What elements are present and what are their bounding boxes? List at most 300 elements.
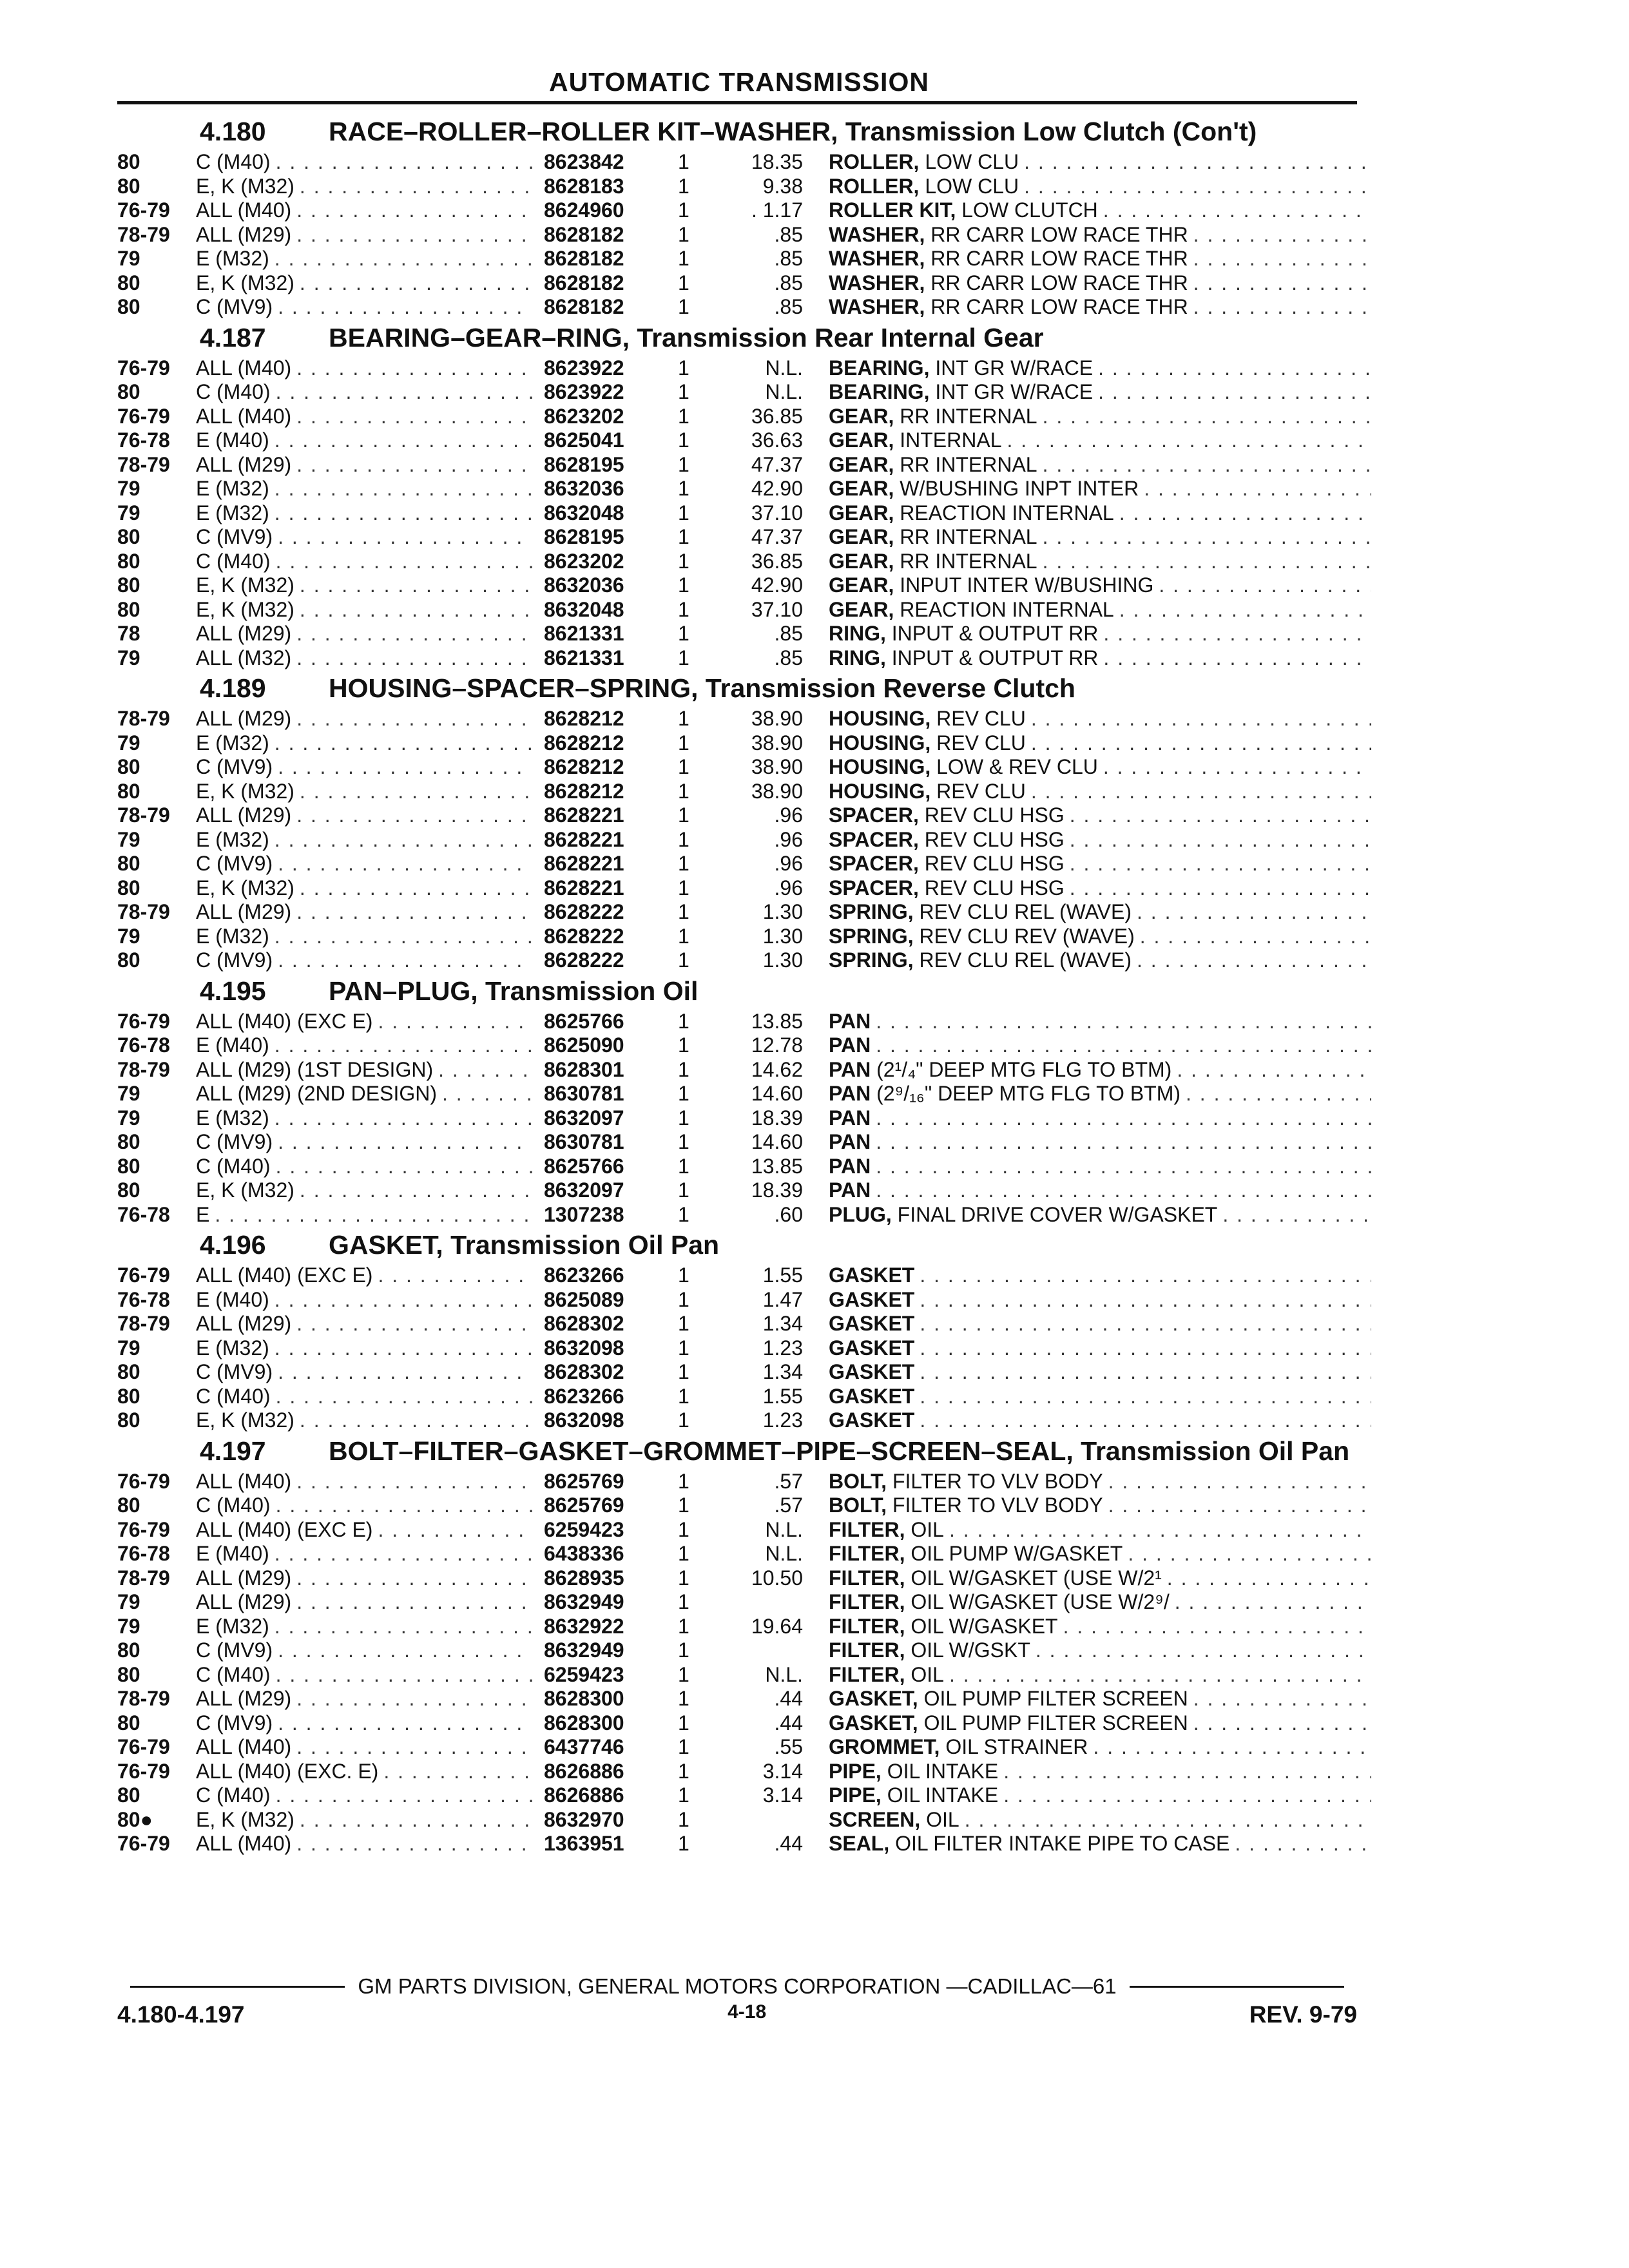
quantity: 1 bbox=[678, 174, 689, 198]
quantity: 1 bbox=[678, 1566, 689, 1590]
dot-leader bbox=[949, 1518, 1371, 1542]
section-heading bbox=[117, 119, 1357, 144]
dot-leader bbox=[1103, 622, 1371, 646]
dot-leader bbox=[275, 828, 532, 852]
model-years: 76-79 bbox=[117, 1517, 170, 1541]
model-applicability: ALL (M29) (2ND DESIGN) bbox=[196, 1082, 437, 1105]
price: 18.35 bbox=[751, 150, 803, 173]
dot-leader bbox=[1108, 1470, 1371, 1494]
dot-leader bbox=[278, 948, 532, 973]
part-row bbox=[117, 405, 1357, 429]
part-row bbox=[117, 1470, 1357, 1494]
part-row bbox=[117, 1264, 1357, 1288]
description-cell bbox=[829, 1760, 1383, 1784]
section-title: BEARING–GEAR–RING, Transmission Rear Internal Gear bbox=[329, 322, 1044, 352]
dot-leader bbox=[296, 1566, 532, 1591]
quantity: 1 bbox=[678, 900, 689, 923]
model-applicability: ALL (M40) bbox=[196, 1735, 292, 1758]
dot-leader bbox=[1193, 295, 1371, 320]
description-cell bbox=[829, 1590, 1383, 1615]
part-description: (2¹/₄" DEEP MTG FLG TO BTM) bbox=[871, 1057, 1172, 1081]
price: 3.14 bbox=[762, 1759, 803, 1783]
part-name: HOUSING, bbox=[829, 755, 931, 778]
quantity: 1 bbox=[678, 1202, 689, 1226]
description-cell bbox=[829, 175, 1383, 199]
part-description: REV CLU HSG bbox=[918, 876, 1065, 899]
part-row bbox=[117, 573, 1357, 598]
part-number: 8625041 bbox=[544, 428, 624, 452]
model-applicability: ALL (M29) bbox=[196, 452, 292, 476]
model-applicability: E (M40) bbox=[196, 1287, 269, 1311]
quantity: 1 bbox=[678, 1517, 689, 1541]
part-description: OIL W/GSKT bbox=[905, 1639, 1030, 1662]
model-cell bbox=[196, 428, 544, 453]
model-years: 76-79 bbox=[117, 198, 170, 222]
part-name: GROMMET, bbox=[829, 1735, 940, 1758]
quantity: 1 bbox=[678, 1384, 689, 1408]
part-name: ROLLER KIT, bbox=[829, 198, 956, 222]
part-row bbox=[117, 1033, 1357, 1058]
part-description: OIL W/GASKET (USE W/2¹ bbox=[905, 1566, 1162, 1590]
price: .85 bbox=[774, 271, 803, 294]
dot-leader bbox=[876, 1106, 1371, 1131]
quantity: 1 bbox=[678, 1264, 689, 1287]
description-cell bbox=[829, 622, 1383, 646]
quantity: 1 bbox=[678, 731, 689, 754]
price: .60 bbox=[774, 1202, 803, 1226]
dot-leader bbox=[296, 453, 532, 477]
part-number: 8632097 bbox=[544, 1106, 624, 1129]
model-applicability: C (MV9) bbox=[196, 1711, 273, 1735]
model-years: 79 bbox=[117, 247, 140, 270]
description-cell bbox=[829, 925, 1383, 949]
model-cell bbox=[196, 900, 544, 925]
part-row bbox=[117, 1494, 1357, 1518]
model-years: 80 bbox=[117, 150, 140, 173]
quantity: 1 bbox=[678, 525, 689, 548]
part-description: INPUT & OUTPUT RR bbox=[885, 622, 1099, 645]
model-cell bbox=[196, 1058, 544, 1082]
part-number: 8623842 bbox=[544, 150, 624, 173]
quantity: 1 bbox=[678, 755, 689, 778]
dot-leader bbox=[296, 223, 532, 247]
part-description: OIL INTAKE bbox=[881, 1783, 999, 1807]
model-years: 76-78 bbox=[117, 1202, 170, 1226]
part-number: 8628182 bbox=[544, 271, 624, 294]
model-applicability: E, K (M32) bbox=[196, 876, 294, 899]
description-cell bbox=[829, 598, 1383, 622]
part-description: REV CLU HSG bbox=[918, 827, 1065, 851]
part-description: RR INTERNAL bbox=[894, 525, 1037, 548]
dot-leader bbox=[296, 1312, 532, 1336]
model-cell bbox=[196, 1288, 544, 1312]
dot-leader bbox=[1063, 1615, 1371, 1639]
part-number: 8628195 bbox=[544, 452, 624, 476]
part-name: FILTER, bbox=[829, 1590, 905, 1613]
model-years: 76-79 bbox=[117, 1469, 170, 1493]
part-number: 8628302 bbox=[544, 1312, 624, 1335]
model-years: 80 bbox=[117, 755, 140, 778]
description-cell bbox=[829, 1106, 1383, 1131]
model-cell bbox=[196, 1687, 544, 1711]
model-years: 79 bbox=[117, 1590, 140, 1613]
price: .96 bbox=[774, 876, 803, 899]
quantity: 1 bbox=[678, 1312, 689, 1335]
dot-leader bbox=[300, 573, 532, 598]
part-row bbox=[117, 1010, 1357, 1034]
part-number: 8632970 bbox=[544, 1807, 624, 1831]
quantity: 1 bbox=[678, 803, 689, 827]
quantity: 1 bbox=[678, 222, 689, 246]
part-name: GASKET bbox=[829, 1264, 915, 1287]
model-cell bbox=[196, 477, 544, 501]
part-number: 8623922 bbox=[544, 380, 624, 403]
price: 1.55 bbox=[762, 1264, 803, 1287]
description-cell bbox=[829, 1360, 1383, 1385]
quantity: 1 bbox=[678, 380, 689, 403]
model-cell bbox=[196, 1010, 544, 1034]
part-description: INPUT & OUTPUT RR bbox=[885, 646, 1099, 669]
part-number: 1307238 bbox=[544, 1202, 624, 1226]
model-applicability: C (MV9) bbox=[196, 755, 273, 778]
footer-section-range: 4.180-4.197 bbox=[117, 2001, 245, 2028]
model-applicability: ALL (M29) bbox=[196, 803, 292, 827]
model-cell bbox=[196, 707, 544, 731]
part-number: 6438336 bbox=[544, 1542, 624, 1565]
description-cell bbox=[829, 1408, 1383, 1433]
model-cell bbox=[196, 1470, 544, 1494]
price: 19.64 bbox=[751, 1614, 803, 1638]
part-row bbox=[117, 925, 1357, 949]
footer-rule-right bbox=[1130, 1986, 1344, 1988]
description-cell bbox=[829, 1808, 1383, 1832]
model-years: 80 bbox=[117, 1178, 140, 1202]
model-years: 76-79 bbox=[117, 356, 170, 380]
quantity: 1 bbox=[678, 1033, 689, 1057]
description-cell bbox=[829, 1082, 1383, 1106]
model-years: 80 bbox=[117, 1639, 140, 1662]
part-name: SEAL, bbox=[829, 1832, 890, 1855]
description-cell bbox=[829, 1312, 1383, 1336]
part-number: 8628300 bbox=[544, 1687, 624, 1710]
part-name: GEAR, bbox=[829, 404, 894, 428]
model-years: 80 bbox=[117, 1494, 140, 1517]
dot-leader bbox=[275, 1106, 532, 1131]
model-cell bbox=[196, 876, 544, 901]
model-applicability: ALL (M40) bbox=[196, 1469, 292, 1493]
description-cell bbox=[829, 828, 1383, 852]
model-applicability: E (M32) bbox=[196, 1614, 269, 1638]
price: .85 bbox=[774, 222, 803, 246]
price: 47.37 bbox=[751, 525, 803, 548]
part-number: 8625766 bbox=[544, 1009, 624, 1033]
price: .44 bbox=[774, 1687, 803, 1710]
part-row bbox=[117, 1312, 1357, 1336]
model-years: 76-79 bbox=[117, 1735, 170, 1758]
quantity: 1 bbox=[678, 573, 689, 597]
description-cell bbox=[829, 731, 1383, 756]
model-cell bbox=[196, 223, 544, 247]
model-applicability: C (MV9) bbox=[196, 295, 273, 318]
price: .85 bbox=[774, 247, 803, 270]
model-cell bbox=[196, 731, 544, 756]
dot-leader bbox=[296, 1832, 532, 1856]
model-years: 80 bbox=[117, 1408, 140, 1432]
model-applicability: E, K (M32) bbox=[196, 1807, 294, 1831]
dot-leader bbox=[1140, 925, 1371, 949]
model-years: 80 bbox=[117, 174, 140, 198]
model-applicability: ALL (M29) bbox=[196, 1312, 292, 1335]
description-cell bbox=[829, 150, 1383, 175]
model-applicability: E, K (M32) bbox=[196, 174, 294, 198]
quantity: 1 bbox=[678, 1494, 689, 1517]
part-name: GEAR, bbox=[829, 477, 894, 500]
part-number: 8632098 bbox=[544, 1336, 624, 1360]
quantity: 1 bbox=[678, 1178, 689, 1202]
part-number: 8630781 bbox=[544, 1082, 624, 1105]
section-heading bbox=[117, 975, 1357, 1006]
model-cell bbox=[196, 1542, 544, 1566]
part-name: HOUSING, bbox=[829, 707, 931, 730]
part-row bbox=[117, 1058, 1357, 1082]
model-cell bbox=[196, 573, 544, 598]
dot-leader bbox=[1070, 876, 1371, 901]
part-number: 8628221 bbox=[544, 827, 624, 851]
dot-leader bbox=[278, 295, 532, 320]
part-row bbox=[117, 295, 1357, 320]
model-applicability: E bbox=[196, 1202, 210, 1226]
part-name: GEAR, bbox=[829, 525, 894, 548]
model-cell bbox=[196, 1832, 544, 1856]
part-name: WASHER, bbox=[829, 271, 925, 294]
model-applicability: ALL (M32) bbox=[196, 646, 292, 669]
part-number: 8632922 bbox=[544, 1614, 624, 1638]
part-row bbox=[117, 1178, 1357, 1203]
quantity: 1 bbox=[678, 1711, 689, 1735]
footer-revision: REV. 9-79 bbox=[1249, 2001, 1357, 2028]
part-description: REV CLU bbox=[930, 707, 1026, 730]
part-number: 8632949 bbox=[544, 1590, 624, 1613]
model-years: 80 bbox=[117, 779, 140, 803]
description-cell bbox=[829, 501, 1383, 526]
section-heading bbox=[117, 675, 1357, 701]
description-cell bbox=[829, 1832, 1383, 1856]
dot-leader bbox=[920, 1336, 1371, 1361]
price: 47.37 bbox=[751, 452, 803, 476]
model-applicability: C (MV9) bbox=[196, 1360, 273, 1383]
model-cell bbox=[196, 550, 544, 574]
dot-leader bbox=[920, 1312, 1371, 1336]
description-cell bbox=[829, 1735, 1383, 1760]
dot-leader bbox=[1036, 1639, 1371, 1663]
part-row bbox=[117, 622, 1357, 646]
quantity: 1 bbox=[678, 1408, 689, 1432]
dot-leader bbox=[1024, 175, 1371, 199]
dot-leader bbox=[1193, 247, 1371, 271]
model-years: 80 bbox=[117, 948, 140, 972]
model-applicability: E (M40) bbox=[196, 1033, 269, 1057]
part-row bbox=[117, 1783, 1357, 1808]
price: 38.90 bbox=[751, 779, 803, 803]
part-row bbox=[117, 1408, 1357, 1433]
model-cell bbox=[196, 198, 544, 223]
model-applicability: C (M40) bbox=[196, 150, 271, 173]
description-cell bbox=[829, 550, 1383, 574]
description-cell bbox=[829, 247, 1383, 271]
model-years: 80 bbox=[117, 573, 140, 597]
model-cell bbox=[196, 1203, 544, 1227]
part-row bbox=[117, 1808, 1357, 1832]
model-cell bbox=[196, 1494, 544, 1518]
part-number: 8625090 bbox=[544, 1033, 624, 1057]
part-number: 6259423 bbox=[544, 1662, 624, 1686]
description-cell bbox=[829, 1711, 1383, 1736]
description-cell bbox=[829, 271, 1383, 296]
dot-leader bbox=[920, 1360, 1371, 1385]
part-row bbox=[117, 1542, 1357, 1566]
model-applicability: E, K (M32) bbox=[196, 1408, 294, 1432]
part-name: GASKET, bbox=[829, 1711, 918, 1735]
part-description: RR INTERNAL bbox=[894, 549, 1037, 573]
price: N.L. bbox=[765, 356, 803, 380]
model-applicability: E (M40) bbox=[196, 1542, 269, 1565]
dot-leader bbox=[296, 622, 532, 646]
dot-leader bbox=[276, 1155, 532, 1179]
dot-leader bbox=[275, 1615, 532, 1639]
quantity: 1 bbox=[678, 1832, 689, 1855]
model-years: 80 bbox=[117, 380, 140, 403]
description-cell bbox=[829, 876, 1383, 901]
dot-leader bbox=[276, 380, 532, 405]
part-number: 8623922 bbox=[544, 356, 624, 380]
price: 10.50 bbox=[751, 1566, 803, 1590]
price: 18.39 bbox=[751, 1178, 803, 1202]
part-row bbox=[117, 1615, 1357, 1639]
dot-leader bbox=[276, 550, 532, 574]
part-name: GASKET bbox=[829, 1336, 915, 1360]
part-name: PAN bbox=[829, 1082, 871, 1105]
dot-leader bbox=[1003, 1783, 1371, 1808]
model-years: 79 bbox=[117, 1082, 140, 1105]
part-number: 8621331 bbox=[544, 646, 624, 669]
dot-leader bbox=[296, 1590, 532, 1615]
part-description: RR CARR LOW RACE THR bbox=[925, 271, 1188, 294]
dot-leader bbox=[1137, 900, 1371, 925]
dot-leader bbox=[1098, 380, 1371, 405]
part-name: RING, bbox=[829, 622, 886, 645]
model-cell bbox=[196, 271, 544, 296]
dot-leader bbox=[876, 1033, 1371, 1058]
description-cell bbox=[829, 1130, 1383, 1155]
model-years: 78-79 bbox=[117, 900, 170, 923]
model-applicability: E, K (M32) bbox=[196, 1178, 294, 1202]
model-cell bbox=[196, 380, 544, 405]
part-name: ROLLER, bbox=[829, 174, 920, 198]
part-name: GASKET, bbox=[829, 1687, 918, 1710]
dot-leader bbox=[1144, 477, 1371, 501]
quantity: 1 bbox=[678, 247, 689, 270]
dot-leader bbox=[965, 1808, 1371, 1832]
model-applicability: ALL (M29) bbox=[196, 1590, 292, 1613]
part-number: 8625089 bbox=[544, 1287, 624, 1311]
part-number: 8623202 bbox=[544, 404, 624, 428]
part-name: GASKET bbox=[829, 1287, 915, 1311]
model-years: 78-79 bbox=[117, 222, 170, 246]
description-cell bbox=[829, 1385, 1383, 1409]
dot-leader bbox=[1167, 1566, 1371, 1591]
model-applicability: E, K (M32) bbox=[196, 573, 294, 597]
price: 1.30 bbox=[762, 900, 803, 923]
part-number: 8625769 bbox=[544, 1469, 624, 1493]
dot-leader bbox=[383, 1760, 532, 1784]
description-cell bbox=[829, 356, 1383, 381]
model-applicability: E (M32) bbox=[196, 1336, 269, 1360]
quantity: 1 bbox=[678, 707, 689, 730]
part-name: SPACER, bbox=[829, 803, 919, 827]
description-cell bbox=[829, 223, 1383, 247]
dot-leader bbox=[276, 1385, 532, 1409]
dot-leader bbox=[300, 1808, 532, 1832]
part-row bbox=[117, 1832, 1357, 1856]
model-applicability: ALL (M40) (EXC E) bbox=[196, 1009, 373, 1033]
price: N.L. bbox=[765, 380, 803, 403]
model-cell bbox=[196, 1312, 544, 1336]
part-name: FILTER, bbox=[829, 1662, 905, 1686]
dot-leader bbox=[296, 1687, 532, 1711]
part-row bbox=[117, 150, 1357, 175]
model-years: 80 bbox=[117, 1384, 140, 1408]
model-cell bbox=[196, 1385, 544, 1409]
part-name: PAN bbox=[829, 1130, 871, 1153]
dot-leader bbox=[1070, 852, 1371, 876]
model-applicability: E (M32) bbox=[196, 501, 269, 524]
model-years: 79 bbox=[117, 477, 140, 500]
part-description: RR INTERNAL bbox=[894, 404, 1037, 428]
part-name: SPRING, bbox=[829, 948, 914, 972]
part-row bbox=[117, 755, 1357, 780]
price: 1.47 bbox=[762, 1287, 803, 1311]
model-cell bbox=[196, 780, 544, 804]
model-years: 79 bbox=[117, 731, 140, 754]
part-name: WASHER, bbox=[829, 295, 925, 318]
part-name: HOUSING, bbox=[829, 731, 931, 754]
part-row bbox=[117, 1566, 1357, 1591]
description-cell bbox=[829, 1033, 1383, 1058]
model-cell bbox=[196, 1808, 544, 1832]
dot-leader bbox=[278, 525, 532, 550]
quantity: 1 bbox=[678, 356, 689, 380]
part-row bbox=[117, 646, 1357, 671]
part-number: 8630781 bbox=[544, 1130, 624, 1153]
part-name: GEAR, bbox=[829, 428, 894, 452]
price: 1.34 bbox=[762, 1312, 803, 1335]
model-years: 79 bbox=[117, 924, 140, 948]
part-name: PIPE, bbox=[829, 1783, 882, 1807]
model-years: 76-79 bbox=[117, 404, 170, 428]
model-cell bbox=[196, 501, 544, 526]
page-footer bbox=[117, 1974, 1357, 2028]
model-cell bbox=[196, 1178, 544, 1203]
part-number: 8626886 bbox=[544, 1783, 624, 1807]
price: 3.14 bbox=[762, 1783, 803, 1807]
model-cell bbox=[196, 622, 544, 646]
description-cell bbox=[829, 1058, 1383, 1082]
description-cell bbox=[829, 1336, 1383, 1361]
quantity: 1 bbox=[678, 1590, 689, 1613]
model-cell bbox=[196, 150, 544, 175]
part-row bbox=[117, 1203, 1357, 1227]
dot-leader bbox=[1031, 731, 1371, 756]
